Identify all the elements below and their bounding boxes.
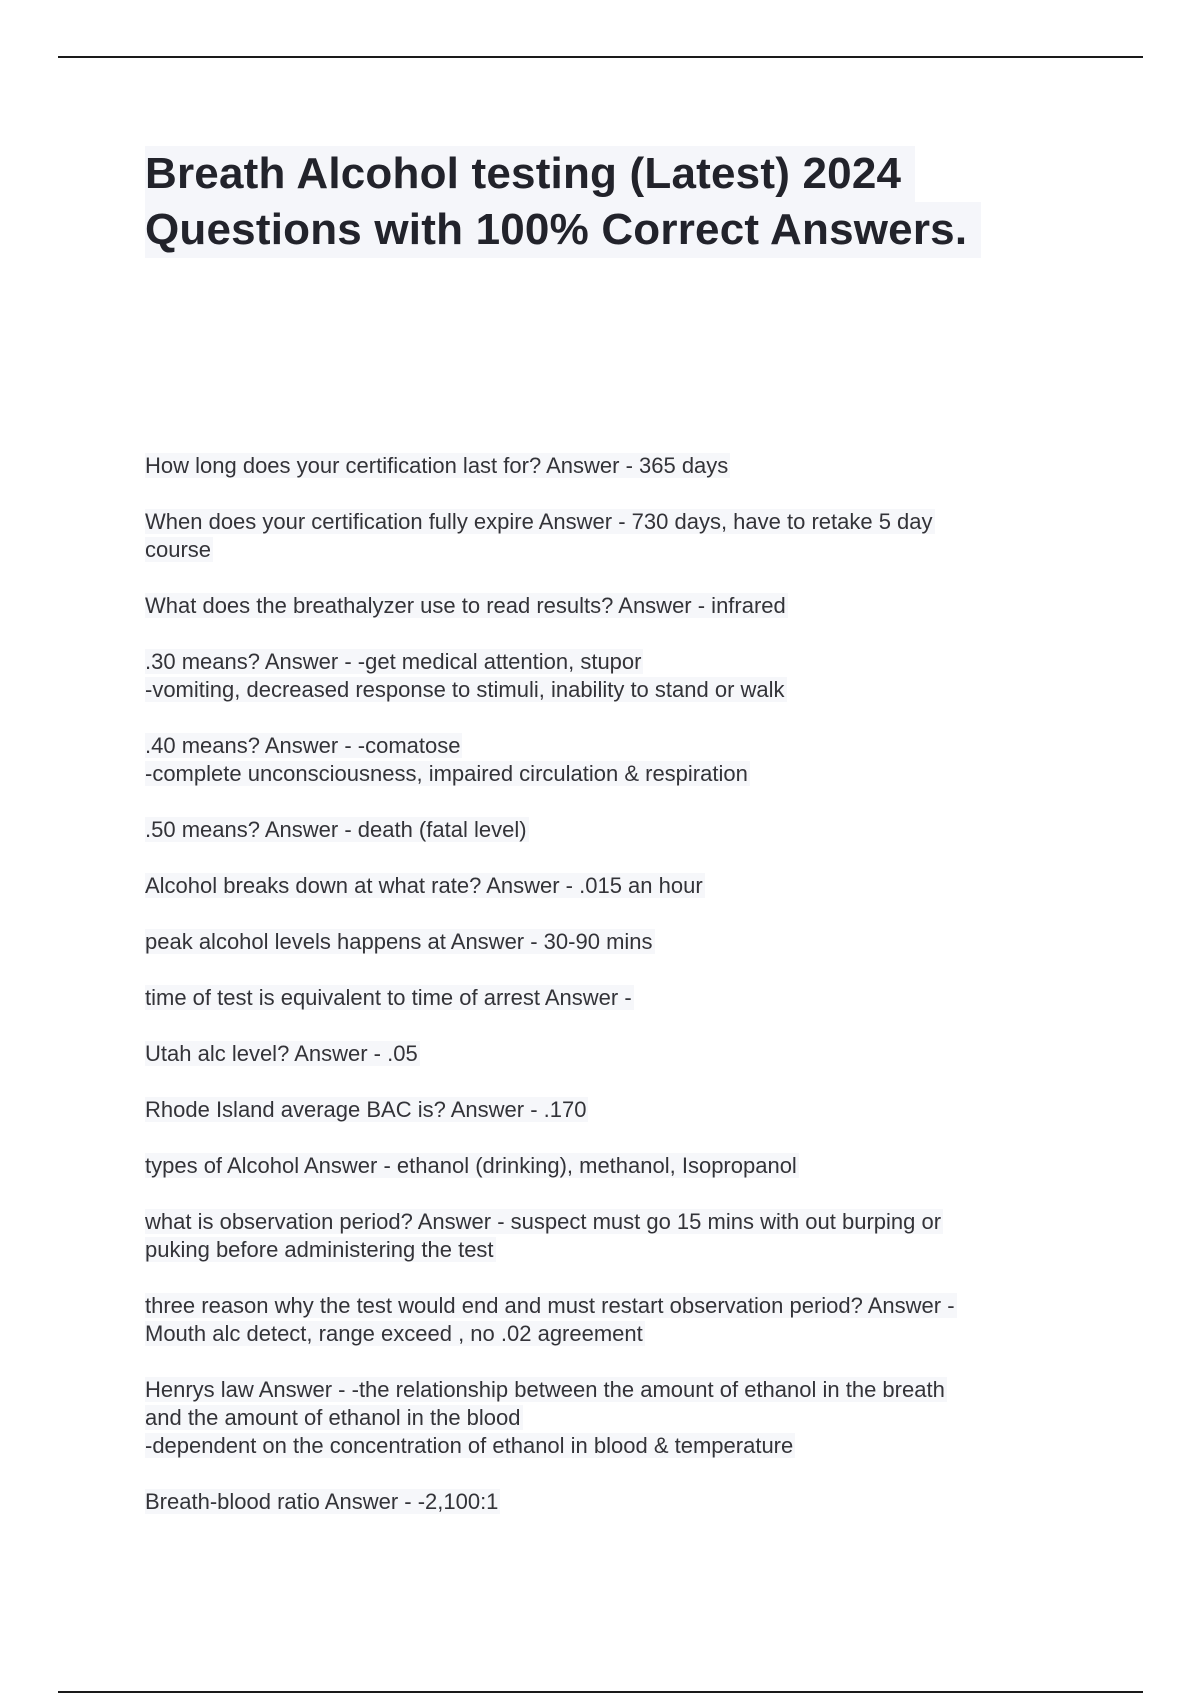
qa-line: [145, 732, 1065, 760]
qa-list: [145, 452, 1065, 1544]
qa-line: [145, 1096, 1065, 1124]
qa-line: [145, 508, 1065, 536]
qa-line: [145, 648, 1065, 676]
qa-line: [145, 1320, 1065, 1348]
qa-text: .40 means? Answer - -comatose: [145, 733, 461, 758]
bottom-rule: [58, 1691, 1143, 1693]
qa-line: [145, 928, 1065, 956]
qa-line: [145, 1152, 1065, 1180]
qa-item: [145, 1292, 1065, 1348]
qa-item: [145, 1040, 1065, 1068]
qa-item: [145, 508, 1065, 564]
qa-line: [145, 1432, 1065, 1460]
qa-line: [145, 676, 1065, 704]
qa-line: [145, 984, 1065, 1012]
qa-item: [145, 928, 1065, 956]
qa-text: types of Alcohol Answer - ethanol (drinking), methanol, Isopropanol: [145, 1153, 797, 1178]
qa-text: What does the breathalyzer use to read results? Answer - infrared: [145, 593, 786, 618]
document-title: [145, 146, 1055, 258]
qa-text: .50 means? Answer - death (fatal level): [145, 817, 527, 842]
qa-item: [145, 984, 1065, 1012]
qa-text: When does your certification fully expire Answer - 730 days, have to retake 5 day: [145, 509, 933, 534]
qa-text: three reason why the test would end and must restart observation period? Answer -: [145, 1293, 955, 1318]
qa-text: Breath-blood ratio Answer - -2,100:1: [145, 1489, 499, 1514]
top-rule: [58, 56, 1143, 58]
qa-text: what is observation period? Answer - suspect must go 15 mins with out burping or: [145, 1209, 942, 1234]
qa-line: [145, 1404, 1065, 1432]
qa-text: Mouth alc detect, range exceed , no .02 agreement: [145, 1321, 643, 1346]
qa-item: [145, 648, 1065, 704]
qa-text: and the amount of ethanol in the blood: [145, 1405, 521, 1430]
qa-text: -vomiting, decreased response to stimuli, inability to stand or walk: [145, 677, 785, 702]
qa-item: [145, 732, 1065, 788]
qa-text: Utah alc level? Answer - .05: [145, 1041, 418, 1066]
title-line-1: Breath Alcohol testing (Latest) 2024: [145, 146, 915, 202]
qa-item: [145, 1152, 1065, 1180]
qa-line: [145, 760, 1065, 788]
qa-line: [145, 1376, 1065, 1404]
qa-text: puking before administering the test: [145, 1237, 494, 1262]
qa-text: Alcohol breaks down at what rate? Answer - .015 an hour: [145, 873, 703, 898]
qa-line: [145, 452, 1065, 480]
qa-item: [145, 452, 1065, 480]
qa-item: [145, 872, 1065, 900]
qa-item: [145, 592, 1065, 620]
qa-text: course: [145, 537, 212, 562]
qa-line: [145, 1292, 1065, 1320]
qa-item: [145, 1376, 1065, 1460]
qa-text: Rhode Island average BAC is? Answer - .170: [145, 1097, 587, 1122]
qa-line: [145, 592, 1065, 620]
qa-line: [145, 1488, 1065, 1516]
qa-text: time of test is equivalent to time of arrest Answer -: [145, 985, 632, 1010]
qa-line: [145, 1236, 1065, 1264]
qa-item: [145, 1096, 1065, 1124]
qa-item: [145, 1208, 1065, 1264]
qa-line: [145, 1208, 1065, 1236]
qa-line: [145, 872, 1065, 900]
qa-line: [145, 1040, 1065, 1068]
qa-text: -dependent on the concentration of ethanol in blood & temperature: [145, 1433, 794, 1458]
qa-text: How long does your certification last for? Answer - 365 days: [145, 453, 729, 478]
qa-item: [145, 816, 1065, 844]
qa-text: -complete unconsciousness, impaired circulation & respiration: [145, 761, 748, 786]
qa-line: [145, 536, 1065, 564]
qa-text: Henrys law Answer - -the relationship between the amount of ethanol in the breath: [145, 1377, 945, 1402]
qa-text: peak alcohol levels happens at Answer - 30-90 mins: [145, 929, 653, 954]
qa-text: .30 means? Answer - -get medical attention, stupor: [145, 649, 642, 674]
qa-item: [145, 1488, 1065, 1516]
title-line-2: Questions with 100% Correct Answers.: [145, 202, 981, 258]
qa-line: [145, 816, 1065, 844]
